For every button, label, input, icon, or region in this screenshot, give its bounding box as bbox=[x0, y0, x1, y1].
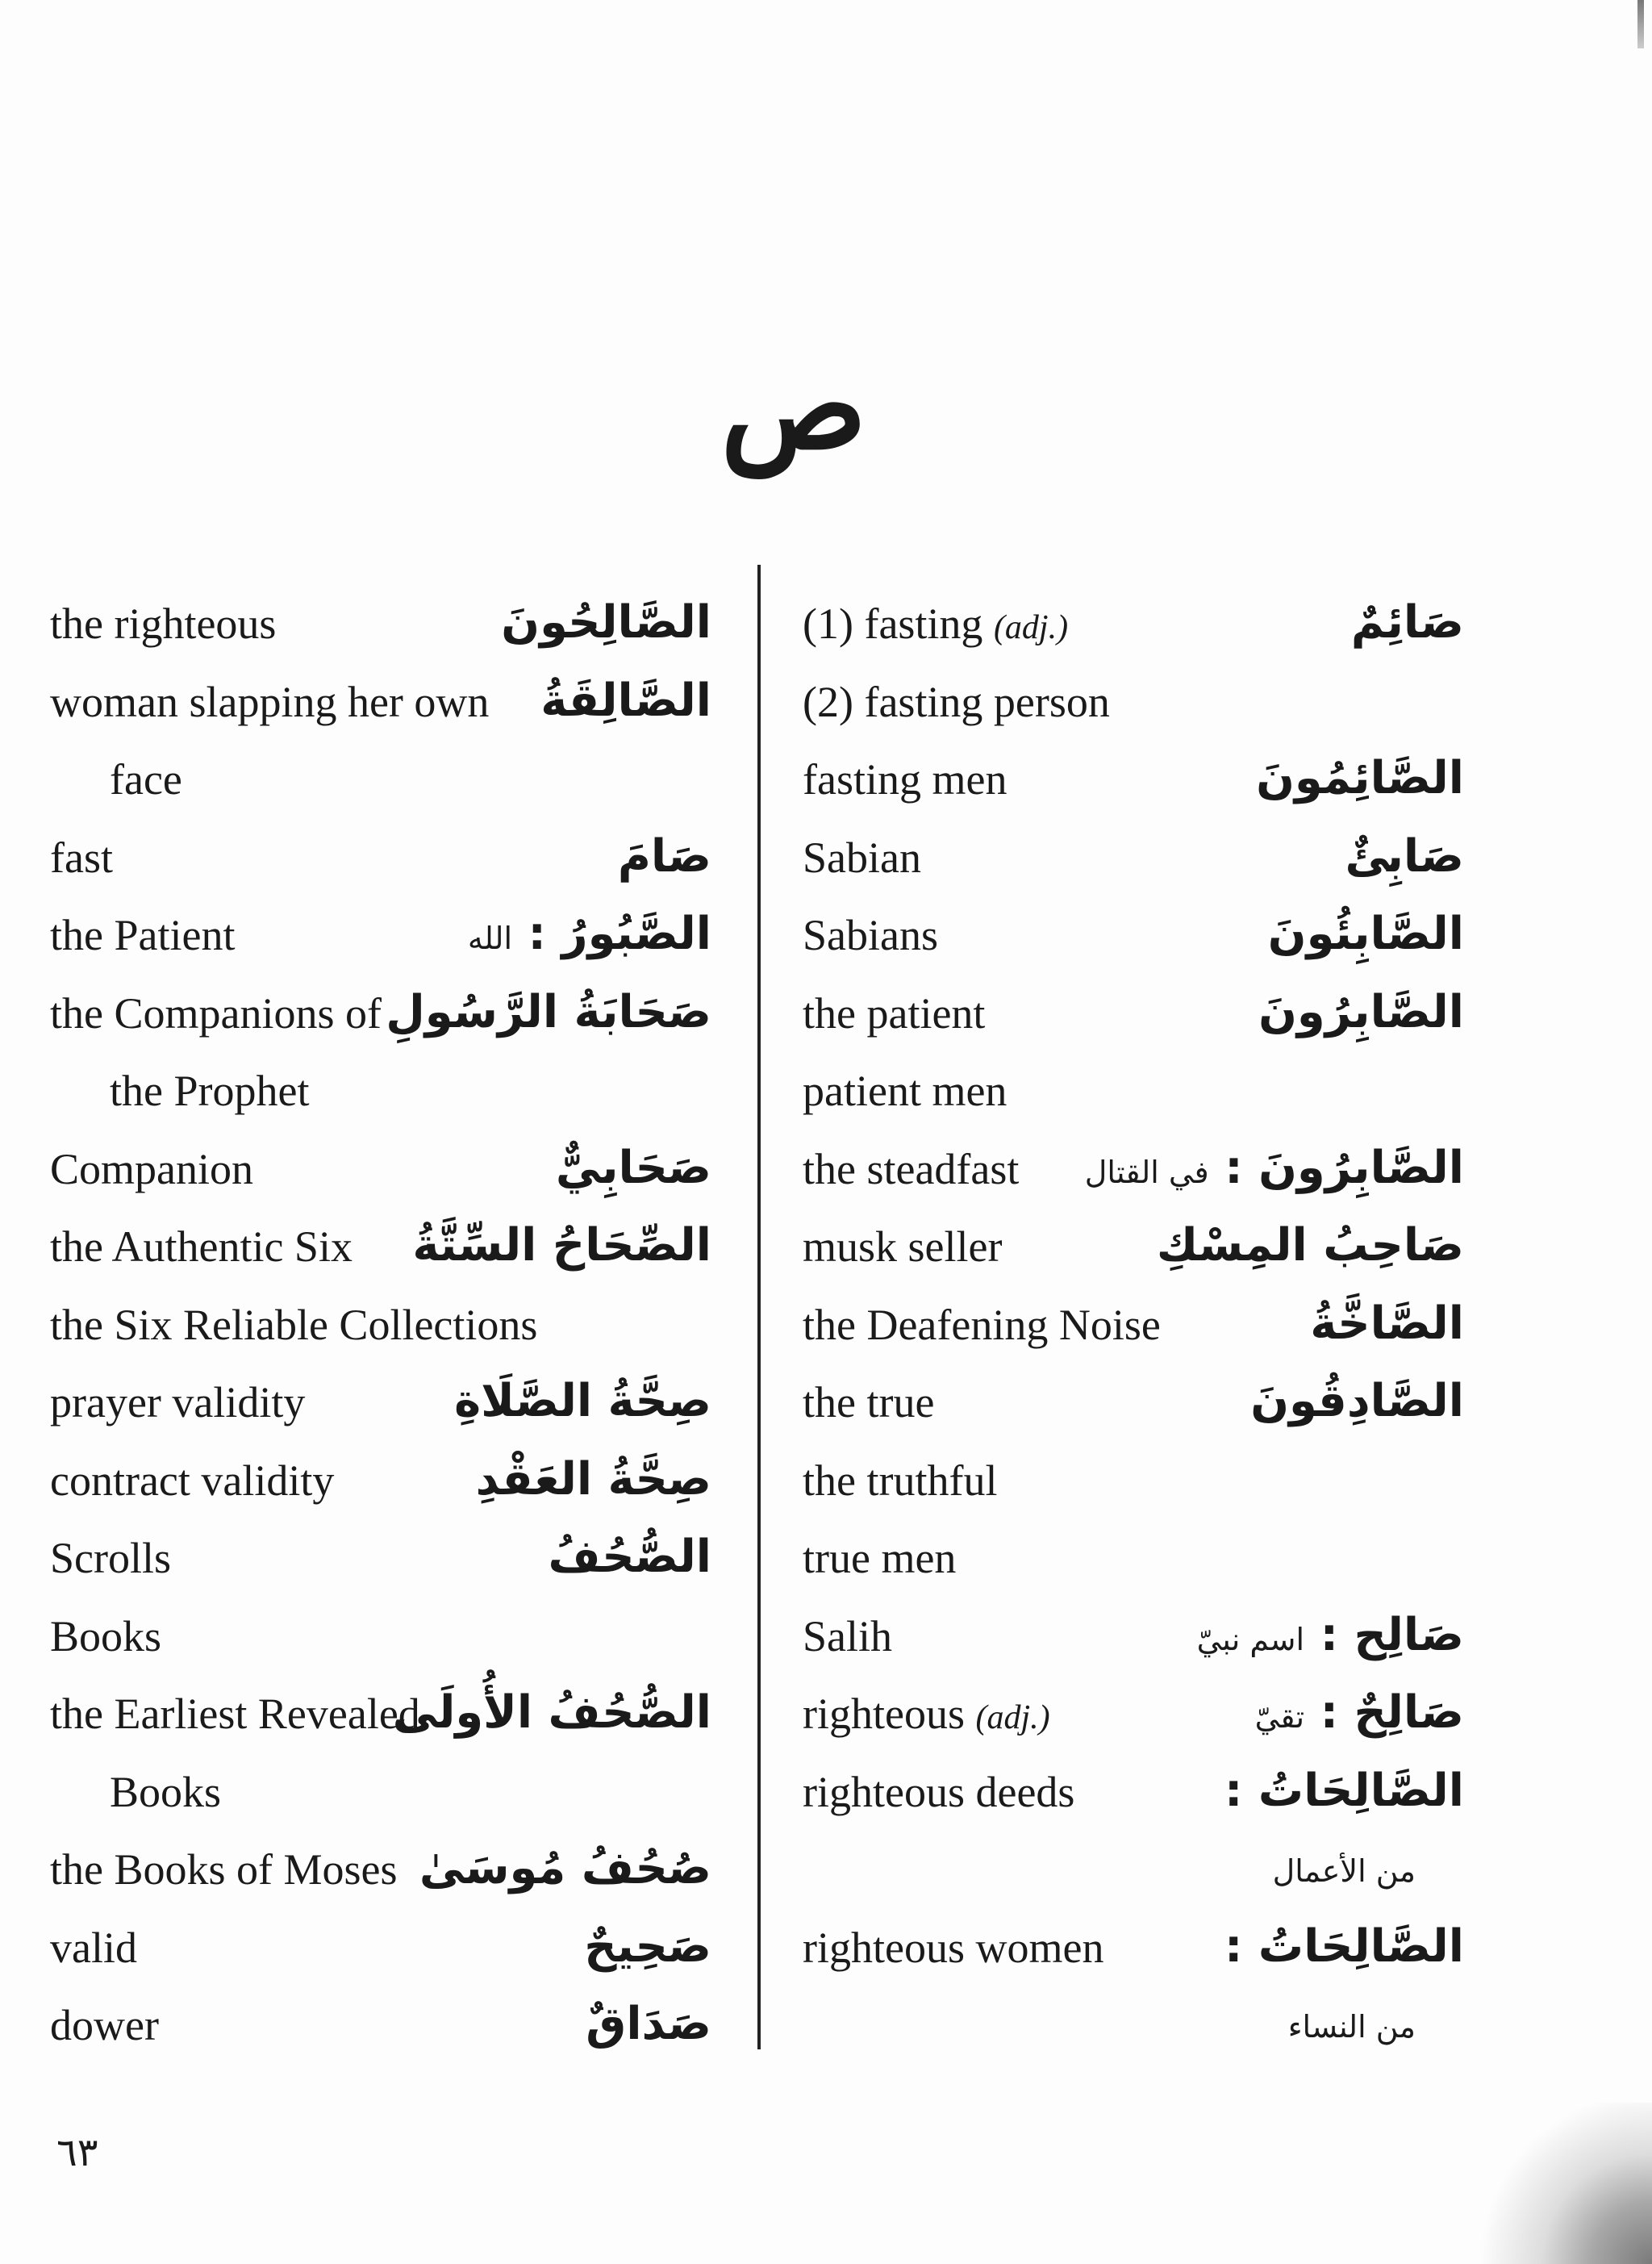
english-text: dower bbox=[50, 2001, 159, 2049]
english-gloss bbox=[50, 594, 276, 654]
english-gloss bbox=[50, 1606, 161, 1666]
english-text: face bbox=[110, 755, 182, 804]
english-text: Salih bbox=[803, 1611, 893, 1660]
english-text: the Books of Moses bbox=[50, 1845, 398, 1894]
column-divider bbox=[757, 565, 761, 2049]
arabic-term: الصُّحُفُ الأُولَى bbox=[392, 1686, 711, 1739]
english-gloss bbox=[50, 1295, 537, 1355]
dictionary-entry bbox=[50, 1295, 711, 1373]
english-text: prayer validity bbox=[50, 1378, 306, 1426]
english-text: (1) fasting bbox=[803, 599, 983, 648]
english-text: Scrolls bbox=[50, 1534, 172, 1582]
dictionary-entry bbox=[50, 905, 711, 984]
dictionary-entry bbox=[803, 1528, 1464, 1606]
dictionary-entry bbox=[803, 828, 1464, 906]
arabic-headword bbox=[584, 1915, 711, 1979]
page-edge-mark bbox=[1637, 0, 1644, 48]
english-gloss bbox=[50, 1840, 398, 1899]
arabic-headword bbox=[412, 1213, 711, 1278]
arabic-term: صَامَ bbox=[617, 829, 711, 883]
arabic-headword bbox=[618, 825, 711, 889]
dictionary-entry bbox=[50, 594, 711, 672]
part-of-speech: (adj.) bbox=[975, 1699, 1050, 1736]
english-text: fast bbox=[50, 833, 113, 882]
dictionary-entry bbox=[803, 1061, 1464, 1139]
english-gloss bbox=[50, 1217, 353, 1276]
english-gloss bbox=[803, 1295, 1161, 1355]
dictionary-entry bbox=[50, 1451, 711, 1529]
english-gloss bbox=[803, 594, 1068, 658]
english-text: Sabian bbox=[803, 833, 921, 882]
arabic-headword bbox=[1085, 1136, 1464, 1205]
arabic-headword bbox=[1345, 825, 1465, 889]
dictionary-entry bbox=[50, 1528, 711, 1606]
english-gloss bbox=[803, 905, 938, 965]
english-text: the Authentic Six bbox=[50, 1222, 353, 1271]
english-text: musk seller bbox=[803, 1222, 1003, 1271]
dictionary-entry bbox=[50, 1061, 711, 1139]
dictionary-entry bbox=[50, 1840, 711, 1918]
english-gloss bbox=[803, 1372, 934, 1432]
arabic-headword bbox=[1258, 980, 1464, 1045]
dictionary-entry bbox=[50, 1995, 711, 2074]
dictionary-entry bbox=[803, 905, 1464, 984]
arabic-term: صَحَابِيٌّ bbox=[555, 1141, 711, 1194]
english-gloss bbox=[50, 1139, 253, 1199]
dictionary-entry bbox=[50, 1606, 711, 1685]
dictionary-entry bbox=[803, 1995, 1464, 2074]
dictionary-entry bbox=[803, 1840, 1464, 1918]
english-gloss bbox=[803, 1606, 892, 1666]
english-gloss bbox=[50, 1451, 334, 1510]
english-text: Companion bbox=[50, 1144, 253, 1193]
arabic-headword bbox=[1256, 746, 1464, 811]
arabic-headword bbox=[586, 1992, 711, 2057]
english-gloss bbox=[803, 1762, 1074, 1822]
arabic-term: صِحَّةُ العَقْدِ bbox=[475, 1452, 711, 1506]
dictionary-entry bbox=[50, 1372, 711, 1451]
dictionary-entry bbox=[803, 1295, 1464, 1373]
english-gloss bbox=[803, 1217, 1002, 1276]
arabic-headword bbox=[556, 1136, 711, 1201]
arabic-headword bbox=[540, 669, 711, 733]
dictionary-entry bbox=[50, 1217, 711, 1295]
dictionary-entry bbox=[803, 1684, 1464, 1762]
section-letter-heading: ص bbox=[720, 340, 867, 474]
arabic-term: صُحُفُ مُوسَىٰ bbox=[419, 1842, 711, 1894]
arabic-term: الصَّابِرُونَ : bbox=[1224, 1141, 1464, 1194]
english-text: valid bbox=[50, 1923, 137, 1972]
arabic-term: الصَّالِقَةُ bbox=[540, 674, 711, 727]
arabic-headword bbox=[1250, 1369, 1464, 1434]
dictionary-entry bbox=[803, 1217, 1464, 1295]
dictionary-entry bbox=[803, 984, 1464, 1062]
english-text: patient men bbox=[803, 1067, 1007, 1115]
english-gloss bbox=[803, 1528, 956, 1588]
arabic-headword bbox=[501, 591, 711, 655]
arabic-term: الصِّحَاحُ السِّتَّةُ bbox=[412, 1219, 711, 1272]
arabic-term: الصَّالِحُونَ bbox=[501, 596, 711, 649]
arabic-headword bbox=[1351, 591, 1464, 655]
english-text: the Prophet bbox=[110, 1067, 310, 1115]
english-text: true men bbox=[803, 1534, 957, 1582]
dictionary-entry bbox=[50, 828, 711, 906]
english-text: the truthful bbox=[803, 1456, 998, 1505]
english-gloss bbox=[803, 672, 1110, 732]
english-text: the Deafening Noise bbox=[803, 1300, 1161, 1349]
english-gloss bbox=[50, 1528, 171, 1588]
english-text: righteous bbox=[803, 1690, 965, 1738]
arabic-note-line: من النساء bbox=[1287, 2009, 1416, 2045]
english-text: the Six Reliable Collections bbox=[50, 1300, 538, 1349]
english-text: Sabians bbox=[803, 911, 938, 959]
arabic-term: صِحَّةُ الصَّلَاةِ bbox=[454, 1375, 711, 1427]
arabic-term: الصَّالِحَاتُ : bbox=[1224, 1764, 1464, 1817]
english-text: the patient bbox=[803, 988, 986, 1038]
english-text: fasting men bbox=[803, 755, 1007, 804]
arabic-headword bbox=[1255, 1681, 1464, 1749]
dictionary-entry bbox=[50, 1918, 711, 1996]
dictionary-entry bbox=[803, 1451, 1464, 1529]
page-corner-shadow bbox=[1466, 2103, 1652, 2264]
arabic-headword bbox=[393, 1681, 711, 1745]
arabic-term: صَالِح : bbox=[1320, 1608, 1464, 1661]
dictionary-entry bbox=[803, 1606, 1464, 1685]
dictionary-entry bbox=[50, 984, 711, 1062]
arabic-term: الصَّاخَّةُ bbox=[1310, 1297, 1464, 1350]
arabic-headword bbox=[1224, 1915, 1464, 1979]
dictionary-entry bbox=[803, 1762, 1464, 1840]
english-text: righteous deeds bbox=[803, 1767, 1075, 1816]
english-text: the righteous bbox=[50, 599, 277, 648]
arabic-headword bbox=[454, 1369, 711, 1434]
english-text: the Companions of bbox=[50, 988, 382, 1038]
dictionary-entry bbox=[803, 672, 1464, 750]
arabic-term: الصَّابِئُونَ bbox=[1267, 908, 1464, 960]
dictionary-entry bbox=[50, 750, 711, 828]
english-gloss bbox=[50, 1918, 137, 1978]
arabic-note: تقيّ bbox=[1254, 1699, 1305, 1735]
english-text: contract validity bbox=[50, 1456, 335, 1505]
arabic-term: الصَّالِحَاتُ : bbox=[1224, 1919, 1464, 1973]
english-gloss bbox=[50, 984, 382, 1043]
arabic-term: الصَّابِرُونَ bbox=[1258, 985, 1464, 1038]
dictionary-entry bbox=[803, 1372, 1464, 1451]
english-gloss bbox=[110, 750, 182, 809]
arabic-headword bbox=[1197, 1603, 1464, 1672]
arabic-term: صَالِحٌ : bbox=[1320, 1686, 1464, 1739]
arabic-note: في القتال bbox=[1084, 1154, 1209, 1190]
english-text: (2) fasting person bbox=[803, 677, 1110, 726]
english-gloss bbox=[803, 984, 985, 1043]
arabic-term: صَائِمٌ bbox=[1350, 596, 1464, 649]
dictionary-entry bbox=[50, 1684, 711, 1762]
english-gloss bbox=[803, 1451, 997, 1510]
dictionary-entry bbox=[803, 750, 1464, 828]
arabic-note: الله bbox=[467, 921, 512, 956]
arabic-term: صَاحِبُ المِسْكِ bbox=[1156, 1219, 1464, 1272]
english-text: Books bbox=[50, 1611, 162, 1660]
english-gloss bbox=[110, 1061, 309, 1121]
arabic-term: صَابِئٌ bbox=[1345, 829, 1464, 883]
english-gloss bbox=[50, 905, 235, 965]
arabic-term: الصُّحُفُ bbox=[548, 1531, 711, 1583]
arabic-headword bbox=[476, 1447, 711, 1512]
page-number: ٦٣ bbox=[56, 2130, 98, 2175]
arabic-headword bbox=[468, 902, 711, 971]
english-text: the steadfast bbox=[803, 1144, 1020, 1193]
left-column bbox=[50, 594, 711, 2074]
dictionary-entry bbox=[803, 594, 1464, 672]
english-text: Books bbox=[110, 1767, 222, 1816]
english-gloss bbox=[50, 828, 113, 888]
arabic-note: اسم نبيّ bbox=[1196, 1621, 1305, 1657]
arabic-term: صَحِيحٌ bbox=[584, 1919, 711, 1973]
english-text: the Patient bbox=[50, 911, 236, 959]
english-gloss bbox=[50, 1995, 159, 2055]
arabic-headword bbox=[549, 1525, 711, 1589]
dictionary-entry bbox=[803, 1918, 1464, 1996]
part-of-speech: (adj.) bbox=[993, 609, 1069, 646]
english-gloss bbox=[803, 1139, 1019, 1199]
english-gloss bbox=[110, 1762, 221, 1822]
arabic-headword bbox=[1268, 902, 1464, 967]
arabic-note-line: من الأعمال bbox=[1272, 1853, 1416, 1889]
english-gloss bbox=[50, 1372, 305, 1432]
arabic-term: صَدَاقٌ bbox=[586, 1998, 711, 2050]
right-column bbox=[803, 594, 1464, 2074]
dictionary-entry bbox=[50, 1762, 711, 1840]
arabic-term: الصَّائِمُونَ bbox=[1256, 752, 1464, 804]
english-gloss bbox=[803, 828, 921, 888]
dictionary-entry bbox=[803, 1139, 1464, 1218]
arabic-headword bbox=[1157, 1213, 1464, 1278]
arabic-headword bbox=[1224, 1759, 1464, 1823]
arabic-headword bbox=[1310, 1292, 1464, 1356]
english-text: the Earliest Revealed bbox=[50, 1690, 420, 1738]
english-text: righteous women bbox=[803, 1923, 1104, 1972]
english-gloss bbox=[803, 1061, 1007, 1121]
arabic-term: الصَّبُورُ : bbox=[528, 908, 711, 960]
arabic-term: الصَّادِقُونَ bbox=[1250, 1375, 1464, 1427]
dictionary-entry bbox=[50, 672, 711, 750]
dictionary-entry bbox=[50, 1139, 711, 1218]
english-gloss bbox=[50, 672, 489, 732]
english-gloss bbox=[803, 1918, 1103, 1978]
english-gloss bbox=[50, 1684, 420, 1744]
english-gloss bbox=[803, 750, 1007, 809]
arabic-headword bbox=[419, 1836, 711, 1901]
arabic-term: صَحَابَةُ الرَّسُولِ bbox=[386, 985, 711, 1038]
english-text: woman slapping her own bbox=[50, 677, 490, 726]
english-text: the true bbox=[803, 1378, 935, 1426]
english-gloss bbox=[803, 1684, 1050, 1748]
arabic-headword bbox=[386, 980, 711, 1045]
